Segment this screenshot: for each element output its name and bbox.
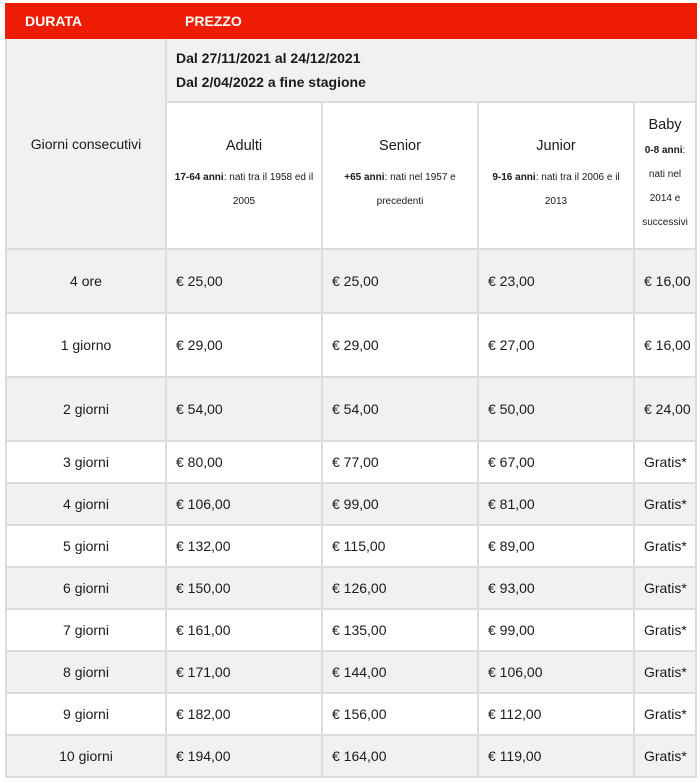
table-row bbox=[6, 313, 696, 377]
period-dates bbox=[166, 38, 696, 102]
price-adulti: € 29,00 bbox=[166, 313, 322, 377]
duration-cell: 2 giorni bbox=[6, 377, 166, 441]
price-senior: € 115,00 bbox=[322, 525, 478, 567]
price-baby: Gratis* bbox=[634, 651, 696, 693]
table-row bbox=[6, 441, 696, 483]
duration-cell: 4 giorni bbox=[6, 483, 166, 525]
period-row bbox=[6, 38, 696, 102]
price-adulti: € 54,00 bbox=[166, 377, 322, 441]
price-junior: € 89,00 bbox=[478, 525, 634, 567]
category-desc bbox=[167, 166, 321, 214]
header-duration: DURATA bbox=[6, 4, 166, 38]
price-senior: € 164,00 bbox=[322, 735, 478, 777]
category-name: Senior bbox=[379, 137, 421, 154]
price-baby: € 16,00 bbox=[634, 313, 696, 377]
header-price: PREZZO bbox=[166, 4, 696, 38]
price-junior: € 112,00 bbox=[478, 693, 634, 735]
category-age: +65 anni bbox=[344, 171, 385, 183]
category-desc bbox=[323, 166, 477, 214]
table-row bbox=[6, 483, 696, 525]
table-row bbox=[6, 693, 696, 735]
price-senior: € 77,00 bbox=[322, 441, 478, 483]
table-row bbox=[6, 651, 696, 693]
category-junior bbox=[478, 102, 634, 249]
price-baby: Gratis* bbox=[634, 441, 696, 483]
category-birth: : nati tra il 2006 e il 2013 bbox=[535, 171, 620, 207]
price-senior: € 144,00 bbox=[322, 651, 478, 693]
price-baby: € 16,00 bbox=[634, 249, 696, 313]
price-senior: € 156,00 bbox=[322, 693, 478, 735]
table-row bbox=[6, 249, 696, 313]
category-senior bbox=[322, 102, 478, 249]
duration-cell: 6 giorni bbox=[6, 567, 166, 609]
price-junior: € 119,00 bbox=[478, 735, 634, 777]
price-junior: € 67,00 bbox=[478, 441, 634, 483]
duration-cell: 5 giorni bbox=[6, 525, 166, 567]
table-row bbox=[6, 735, 696, 777]
price-adulti: € 80,00 bbox=[166, 441, 322, 483]
price-senior: € 54,00 bbox=[322, 377, 478, 441]
duration-cell: 8 giorni bbox=[6, 651, 166, 693]
category-birth: : nati tra il 1958 ed il 2005 bbox=[223, 171, 314, 207]
price-adulti: € 106,00 bbox=[166, 483, 322, 525]
price-senior: € 25,00 bbox=[322, 249, 478, 313]
price-senior: € 29,00 bbox=[322, 313, 478, 377]
category-age: 9-16 anni bbox=[492, 171, 536, 183]
price-senior: € 126,00 bbox=[322, 567, 478, 609]
period-line-2: Dal 2/04/2022 a fine stagione bbox=[176, 74, 366, 90]
duration-cell: 4 ore bbox=[6, 249, 166, 313]
price-adulti: € 171,00 bbox=[166, 651, 322, 693]
price-baby: Gratis* bbox=[634, 735, 696, 777]
price-senior: € 135,00 bbox=[322, 609, 478, 651]
table-row bbox=[6, 609, 696, 651]
duration-cell: 9 giorni bbox=[6, 693, 166, 735]
duration-label-cell: Giorni consecutivi bbox=[6, 38, 166, 249]
category-baby bbox=[634, 102, 696, 249]
period-line-1: Dal 27/11/2021 al 24/12/2021 bbox=[176, 50, 361, 66]
category-name: Adulti bbox=[225, 137, 263, 154]
category-desc bbox=[635, 139, 695, 235]
price-adulti: € 161,00 bbox=[166, 609, 322, 651]
duration-cell: 7 giorni bbox=[6, 609, 166, 651]
table-header-row bbox=[6, 4, 696, 38]
price-baby: Gratis* bbox=[634, 483, 696, 525]
category-birth: : nati nel 2014 e successivi bbox=[642, 144, 688, 228]
category-age: 0-8 anni bbox=[644, 144, 683, 156]
duration-cell: 3 giorni bbox=[6, 441, 166, 483]
price-baby: Gratis* bbox=[634, 567, 696, 609]
ski-pass-price-table bbox=[5, 3, 697, 778]
price-adulti: € 132,00 bbox=[166, 525, 322, 567]
duration-cell: 10 giorni bbox=[6, 735, 166, 777]
price-junior: € 99,00 bbox=[478, 609, 634, 651]
price-baby: € 24,00 bbox=[634, 377, 696, 441]
price-junior: € 50,00 bbox=[478, 377, 634, 441]
price-junior: € 106,00 bbox=[478, 651, 634, 693]
table-row bbox=[6, 567, 696, 609]
duration-cell: 1 giorno bbox=[6, 313, 166, 377]
price-baby: Gratis* bbox=[634, 693, 696, 735]
price-adulti: € 150,00 bbox=[166, 567, 322, 609]
price-baby: Gratis* bbox=[634, 609, 696, 651]
category-name: Junior bbox=[536, 137, 576, 154]
price-junior: € 93,00 bbox=[478, 567, 634, 609]
price-adulti: € 182,00 bbox=[166, 693, 322, 735]
price-baby: Gratis* bbox=[634, 525, 696, 567]
table-row bbox=[6, 525, 696, 567]
category-adulti bbox=[166, 102, 322, 249]
category-age: 17-64 anni bbox=[174, 171, 224, 183]
price-adulti: € 25,00 bbox=[166, 249, 322, 313]
price-senior: € 99,00 bbox=[322, 483, 478, 525]
price-adulti: € 194,00 bbox=[166, 735, 322, 777]
price-table-container bbox=[5, 3, 695, 778]
category-name: Baby bbox=[648, 116, 682, 133]
table-row bbox=[6, 377, 696, 441]
price-junior: € 23,00 bbox=[478, 249, 634, 313]
price-junior: € 27,00 bbox=[478, 313, 634, 377]
category-desc bbox=[479, 166, 633, 214]
price-junior: € 81,00 bbox=[478, 483, 634, 525]
category-birth: : nati nel 1957 e precedenti bbox=[376, 171, 456, 207]
